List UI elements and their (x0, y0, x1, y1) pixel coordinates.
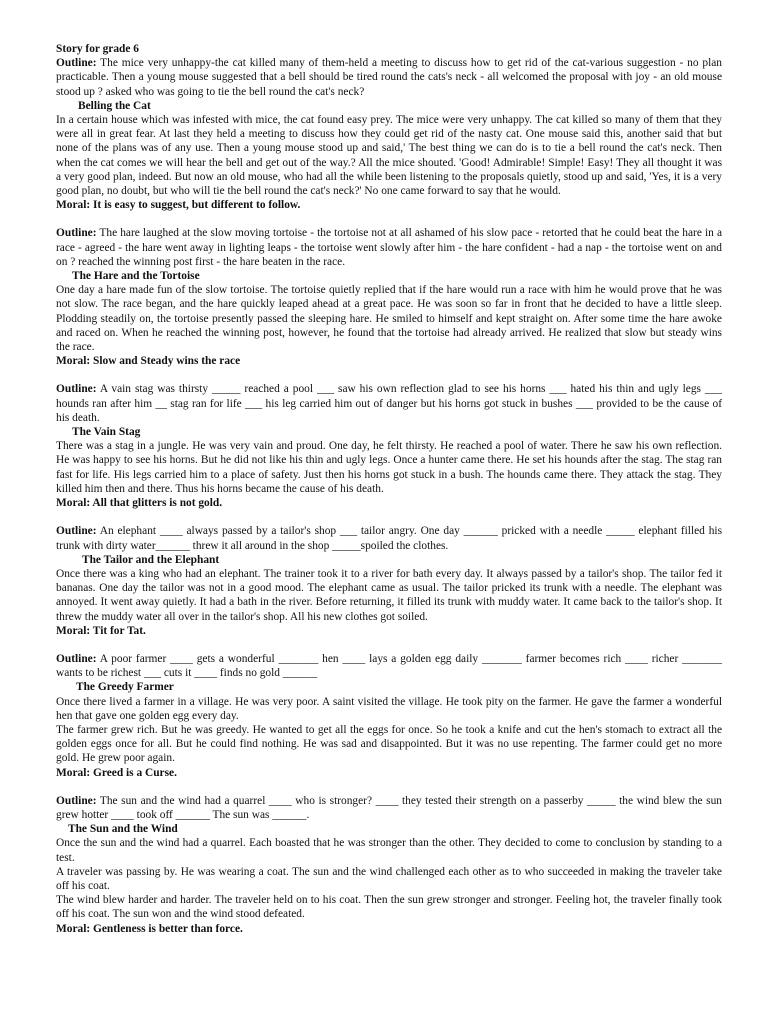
story-outline (56, 382, 722, 425)
story-moral: Moral: All that glitters is not gold. (56, 497, 223, 510)
story-paragraph: The farmer grew rich. But he was greedy. He wanted to get all the eggs for once. So he took a knife and cut the hen's stomach to extract all the golden eggs once for all. But he could find nothing. He was sad and disappointed. But it was no use repenting. The farmer could get no more gold. He grew poor again. (56, 723, 722, 765)
outline-text: The sun and the wind had a quarrel ____ who is stronger? ____ they tested their strength on a passerby _____ the wind blew the sun grew hotter ____ took off ______ The sun was ______. (56, 794, 722, 821)
story-paragraph: Once there was a king who had an elephant. The trainer took it to a river for bath every day. It always passed by a tailor's shop. The tailor fed it bananas. One day the tailor was not in a good mood. The elephant came as usual. The tailor pricked its trunk with a needle. The elephant was annoyed. It went away quietly. It had a bath in the river. Before returning, it filled its trunk with muddy water. It came back to the tailor's shop. It threw the muddy water all over in the tailor's shop. All his new clothes got soiled. (56, 567, 722, 623)
outline-label: Outline: (56, 57, 97, 70)
outline-label: Outline: (56, 794, 97, 807)
story-outline (56, 226, 722, 269)
outline-label: Outline: (56, 525, 97, 538)
story-moral: Moral: Slow and Steady wins the race (56, 355, 241, 368)
story-moral: Moral: It is easy to suggest, but different to follow. (56, 199, 301, 212)
story-sun-and-wind (56, 794, 722, 936)
section-spacer (56, 510, 722, 524)
outline-label: Outline: (56, 383, 97, 396)
story-title: The Vain Stag (72, 426, 141, 439)
story-outline (56, 652, 722, 680)
story-title: The Greedy Farmer (76, 681, 174, 694)
outline-text: An elephant ____ always passed by a tailor's shop ___ tailor angry. One day ______ pricked with a needle _____ elephant filled his trunk with dirty water______ threw it all around in the shop _____spoiled the clothes. (56, 525, 722, 552)
outline-label: Outline: (56, 227, 97, 240)
story-outline (56, 56, 722, 99)
story-paragraph: The wind blew harder and harder. The traveler held on to his coat. Then the sun grew stronger and stronger. Feeling hot, the traveler finally took off his coat. The sun won and the wind stood defeated. (56, 894, 722, 921)
story-paragraph: Once the sun and the wind had a quarrel. Each boasted that he was stronger than the other. They decided to come to conclusion by standing to a test. (56, 837, 722, 864)
story-outline (56, 794, 722, 822)
outline-text: The mice very unhappy-the cat killed many of them-held a meeting to discuss how to get rid of the cat-various suggestion - no plan practicable. Then a young mouse suggested that a bell should be tired round the cats's neck - all welcomed the proposal with joy - an old mouse stood up ? asked who was going to tie the bell round the cat's neck? (56, 57, 722, 98)
story-paragraph: There was a stag in a jungle. He was very vain and proud. One day, he felt thirsty. He reached a pool of water. There he saw his own reflection. He was happy to see his horns. But he did not like his thin and ugly legs. Once a hunter came there. He set his hounds after the stag. The stag ran fast for life. His legs carried him to a place of safety. Just then his horns got stuck in a bush. The hounds came there. They attack the stag. They killed him then and there. Thus his horns became the cause of his death. (56, 440, 722, 495)
section-spacer (56, 368, 722, 382)
story-moral: Moral: Tit for Tat. (56, 624, 146, 637)
story-paragraph: In a certain house which was infested with mice, the cat found easy prey. The mice were very unhappy. The cat killed so many of them that they were all in great fear. At last they held a meeting to discuss how they could get rid of the nasty cat. One mouse said this, another said that but none of the plans was of any use. Then a young mouse stood up and said,' The best thing we can do is to tie a bell round the cat's neck. Then when the cat comes we will hear the bell and get out of the way.? All the mice shouted. 'Good! Admirable! Simple! Easy! They all thought it was a very good plan, indeed. But now an old mouse, who had all the while been listening to the proposals quietly, stood up and said, 'Yes, it is a very good plan, no doubt, but who will tie the bell round the cat's neck?' No one came forward to say that he would. (56, 114, 722, 198)
story-tailor-and-elephant (56, 524, 722, 638)
outline-text: A poor farmer ____ gets a wonderful _______ hen ____ lays a golden egg daily _______ farmer becomes rich ____ richer _______ wants to be richest ___ cuts it ____ finds no gold ______ (56, 652, 722, 680)
story-title: Belling the Cat (78, 99, 151, 112)
story-vain-stag (56, 382, 722, 510)
outline-text: The hare laughed at the slow moving tortoise - the tortoise not at all ashamed of his slow pace - retorted that he could beat the hare in a race - agreed - the hare went away in lighting leaps - the tortoise went slowly after him - the hare confident - had a nap - the tortoise went on and on ? reached the winning post first - the hare beaten in the race. (56, 227, 722, 268)
story-paragraph: A traveler was passing by. He was wearing a coat. The sun and the wind challenged each other as to who succeeded in making the traveler take off his coat. (56, 865, 722, 892)
story-hare-and-tortoise (56, 226, 722, 368)
section-spacer (56, 638, 722, 652)
document-title: Story for grade 6 (56, 43, 139, 55)
story-belling-the-cat (56, 56, 722, 212)
outline-text: A vain stag was thirsty _____ reached a pool ___ saw his own reflection glad to see his horns ___ hated his thin and ugly legs ___ hounds ran after him __ stag ran for life ___ his leg carried him out of danger but his horns got stuck in bushes ___ provided to be the cause of his death. (56, 383, 722, 424)
story-moral: Moral: Greed is a Curse. (56, 766, 177, 779)
story-outline (56, 524, 722, 552)
story-moral: Moral: Gentleness is better than force. (56, 922, 243, 935)
story-title: The Hare and the Tortoise (72, 270, 200, 283)
story-title: The Tailor and the Elephant (82, 553, 220, 566)
outline-label: Outline: (56, 652, 97, 665)
story-paragraph: Once there lived a farmer in a village. He was very poor. A saint visited the village. He took pity on the farmer. He gave the farmer a wonderful hen that gave one golden egg every day. (56, 695, 722, 722)
section-spacer (56, 780, 722, 794)
story-paragraph: One day a hare made fun of the slow tortoise. The tortoise quietly replied that if the hare would run a race with him he would prove that he was not slow. The race began, and the hare quickly leaped ahead at a great pace. He was soon so far in front that he decided to have a little sleep. Plodding steadily on, the tortoise presently passed the sleeping hare. He smiled to himself and kept straight on. After some time the hare awoke and raced on. When he reached the winning post, however, he found that the tortoise had already arrived. He realized that slow but steady wins the race. (56, 284, 722, 354)
story-title: The Sun and the Wind (68, 823, 178, 836)
section-spacer (56, 212, 722, 226)
story-greedy-farmer (56, 652, 722, 780)
